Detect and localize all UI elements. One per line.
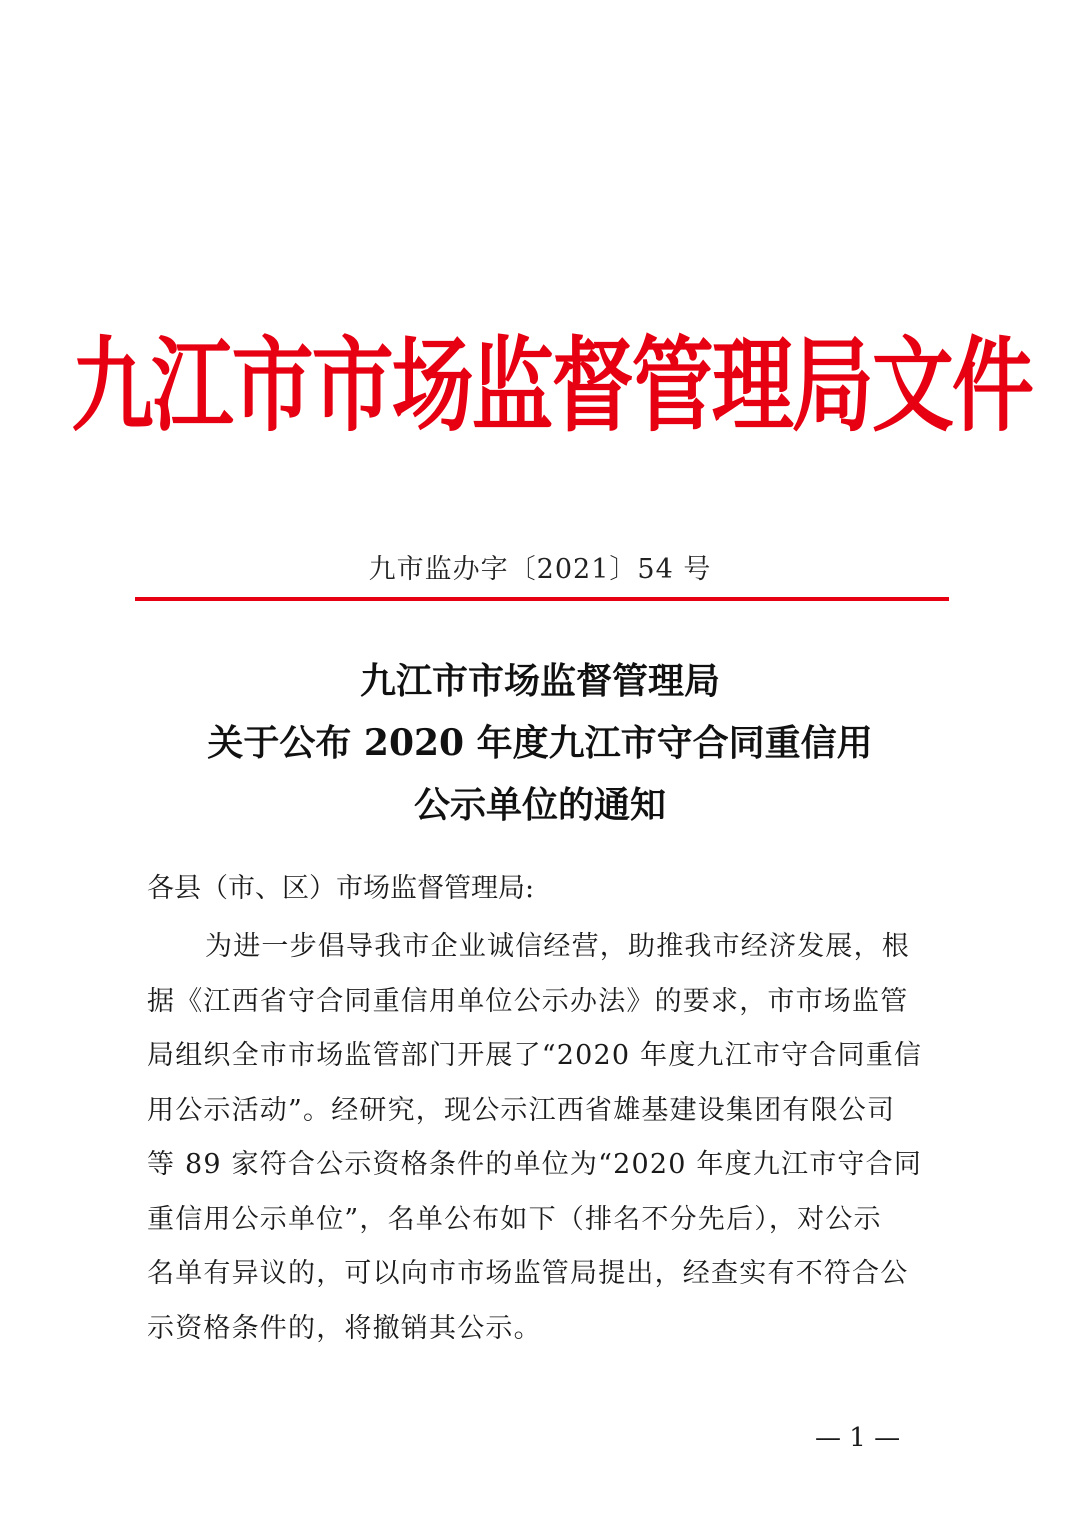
- body-line: 局组织全市市场监管部门开展了“2020 年度九江市守合同重信: [147, 1040, 923, 1071]
- document-number: 九市监办字〔2021〕54 号: [368, 554, 712, 585]
- body-line: 为进一步倡导我市企业诚信经营，助推我市经济发展，根: [205, 931, 910, 962]
- body-line: 重信用公示单位”，名单公布如下（排名不分先后），对公示: [147, 1203, 882, 1235]
- body-paragraph: [147, 920, 937, 1356]
- body-line: 名单有异议的，可以向市市场监管局提出，经查实有不符合公: [147, 1258, 909, 1289]
- addressee: 各县（市、区）市场监督管理局:: [147, 873, 535, 904]
- body-line: 等 89 家符合公示资格条件的单位为“2020 年度九江市守合同: [147, 1149, 923, 1180]
- title-line-2: 关于公布 2020 年度九江市守合同重信用: [207, 722, 873, 764]
- notice-title: [0, 650, 1080, 836]
- body-line: 据《江西省守合同重信用单位公示办法》的要求，市市场监管: [147, 985, 909, 1017]
- title-line-3: 公示单位的通知: [413, 784, 666, 826]
- red-divider-line: [135, 597, 949, 601]
- title-line-1: 九江市市场监督管理局: [359, 660, 720, 702]
- body-line: 示资格条件的，将撤销其公示。: [147, 1312, 542, 1344]
- body-line: 用公示活动”。经研究，现公示江西省雄基建设集团有限公司: [147, 1094, 896, 1126]
- masthead-title: 九江市市场监督管理局文件: [71, 325, 1032, 446]
- page-number: — 1 —: [815, 1423, 901, 1453]
